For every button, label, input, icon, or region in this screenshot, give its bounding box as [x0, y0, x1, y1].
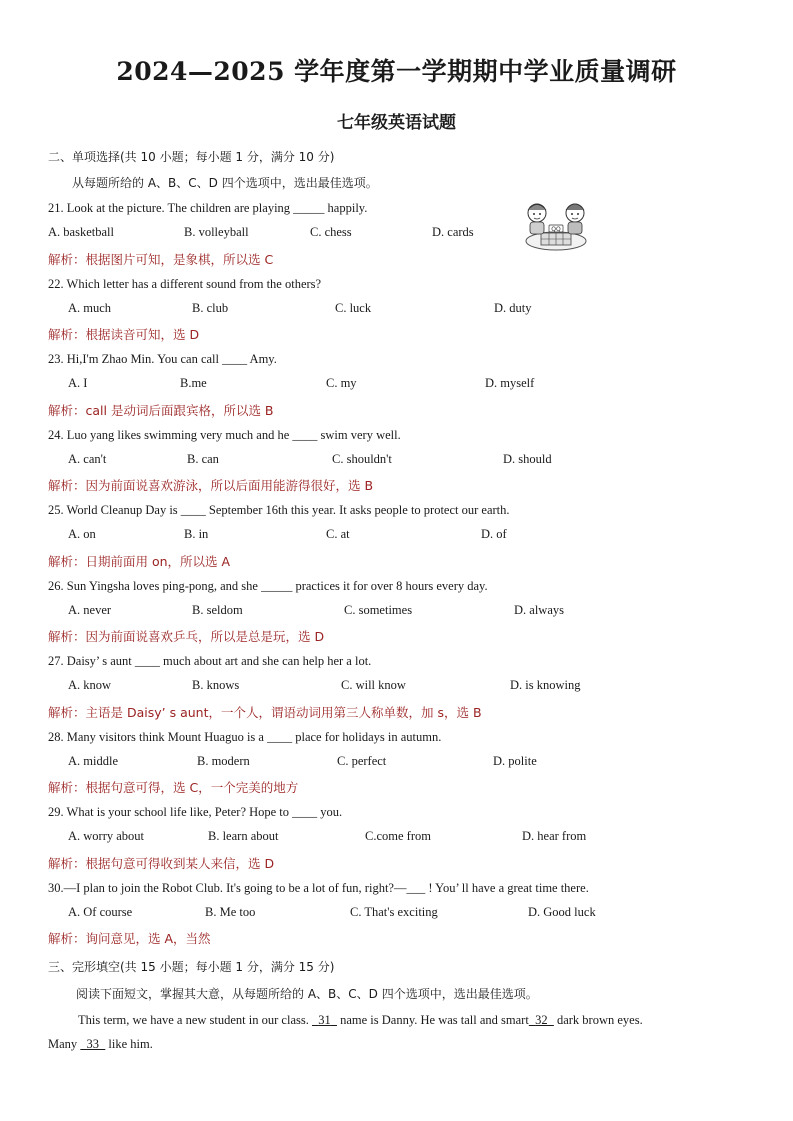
option-d: D. cards: [432, 225, 474, 239]
option-a: A. never: [68, 603, 112, 617]
option-d: D. polite: [493, 754, 537, 768]
answer-explanation: 解析：根据句意可得收到某人来信，选 D: [48, 856, 275, 871]
option-c: C. luck: [335, 301, 372, 315]
option-b: B. Me too: [205, 905, 256, 919]
answer-explanation: 解析：call 是动词后面跟宾格，所以选 B: [48, 403, 274, 418]
answer-explanation: 解析：询问意见，选 A，当然: [48, 931, 211, 946]
picture-label: QQ: [551, 226, 561, 233]
option-b: B. volleyball: [184, 225, 249, 239]
option-a: A. know: [68, 678, 112, 692]
option-b: B. knows: [192, 678, 240, 692]
option-c: C.come from: [365, 829, 431, 843]
option-c: C. at: [326, 527, 350, 541]
option-b: B. in: [184, 527, 209, 541]
question-stem: 23. Hi,I'm Zhao Min. You can call ____ Amy.: [48, 352, 277, 366]
question-stem: 27. Daisy’ s aunt ____ much about art and she can help her a lot.: [48, 654, 372, 668]
option-b: B. can: [187, 452, 219, 466]
answer-explanation: 解析：日期前面用 on，所以选 A: [48, 554, 231, 569]
option-c: C. perfect: [337, 754, 387, 768]
question-stem: 25. World Cleanup Day is ____ September 16th this year. It asks people to protect our earth.: [48, 503, 510, 517]
blank-32: 32: [535, 1013, 548, 1027]
passage-text: like him.: [105, 1037, 153, 1051]
option-a: A. worry about: [68, 829, 145, 843]
option-c: C. chess: [310, 225, 352, 239]
option-c: C. sometimes: [344, 603, 413, 617]
option-d: D. is knowing: [510, 678, 581, 692]
cloze-passage: [48, 1008, 746, 1056]
passage-text: Many: [48, 1037, 81, 1051]
answer-explanation: 解析：根据句意可得，选 C，一个完美的地方: [48, 780, 299, 795]
option-d: D. myself: [485, 376, 535, 390]
children-playing-chess-picture: [519, 197, 593, 251]
option-a: A. basketball: [48, 225, 114, 239]
question-stem: 29. What is your school life like, Peter? Hope to ____ you.: [48, 805, 343, 819]
option-b: B. learn about: [208, 829, 279, 843]
blank-31: 31: [318, 1013, 331, 1027]
option-d: D. duty: [494, 301, 532, 315]
option-c: C. That's exciting: [350, 905, 438, 919]
option-b: B. club: [192, 301, 229, 315]
option-d: D. Good luck: [528, 905, 596, 919]
page-subtitle: 七年级英语试题: [337, 113, 456, 133]
section3-instruction: 阅读下面短文，掌握其大意，从每题所给的 A、B、C、D 四个选项中，选出最佳选项。: [76, 987, 538, 1001]
option-c: C. will know: [341, 678, 406, 692]
question-stem: 26. Sun Yingsha loves ping-pong, and she _____ practices it for over 8 hours every day.: [48, 579, 488, 593]
answer-explanation: 解析：根据图片可知，是象棋，所以选 C: [48, 252, 274, 267]
option-a: A. can't: [68, 452, 107, 466]
question-stem: 21. Look at the picture. The children are playing _____ happily.: [48, 201, 368, 215]
passage-text: name is Danny. He was tall and smart: [336, 1013, 529, 1027]
option-c: C. shouldn't: [332, 452, 392, 466]
answer-explanation: 解析：因为前面说喜欢乒乓，所以是总是玩，选 D: [48, 629, 325, 644]
option-a: A. much: [68, 301, 112, 315]
answer-explanation: 解析：因为前面说喜欢游泳，所以后面用能游得很好，选 B: [48, 478, 374, 493]
section2-heading: 二、单项选择(共 10 小题；每小题 1 分，满分 10 分): [48, 150, 335, 164]
section2-instruction: 从每题所给的 A、B、C、D 四个选项中，选出最佳选项。: [72, 176, 378, 190]
option-d: D. hear from: [522, 829, 587, 843]
option-d: D. of: [481, 527, 507, 541]
option-c: C. my: [326, 376, 357, 390]
section3-heading: 三、完形填空(共 15 小题；每小题 1 分，满分 15 分): [48, 960, 335, 974]
option-d: D. always: [514, 603, 564, 617]
option-a: A. I: [68, 376, 88, 390]
option-d: D. should: [503, 452, 552, 466]
question-stem: 28. Many visitors think Mount Huaguo is a ____ place for holidays in autumn.: [48, 730, 442, 744]
option-a: A. middle: [68, 754, 118, 768]
option-b: B.me: [180, 376, 207, 390]
blank-33: 33: [86, 1037, 100, 1051]
passage-text: This term, we have a new student in our class.: [78, 1013, 312, 1027]
option-a: A. on: [68, 527, 96, 541]
passage-text: dark brown eyes.: [553, 1013, 643, 1027]
question-stem: 30.—I plan to join the Robot Club. It's going to be a lot of fun, right?—___ ! You’ ll have a great time there.: [48, 881, 589, 895]
answer-explanation: 解析：根据读音可知，选 D: [48, 327, 200, 342]
answer-explanation: 解析：主语是 Daisy’ s aunt，一个人，谓语动词用第三人称单数，加 s，选 B: [48, 705, 482, 720]
option-b: B. seldom: [192, 603, 243, 617]
page-title: 2024—2025 学年度第一学期期中学业质量调研: [116, 57, 677, 86]
option-b: B. modern: [197, 754, 250, 768]
question-stem: 24. Luo yang likes swimming very much and he ____ swim very well.: [48, 428, 401, 442]
option-a: A. Of course: [68, 905, 133, 919]
question-stem: 22. Which letter has a different sound from the others?: [48, 277, 322, 291]
